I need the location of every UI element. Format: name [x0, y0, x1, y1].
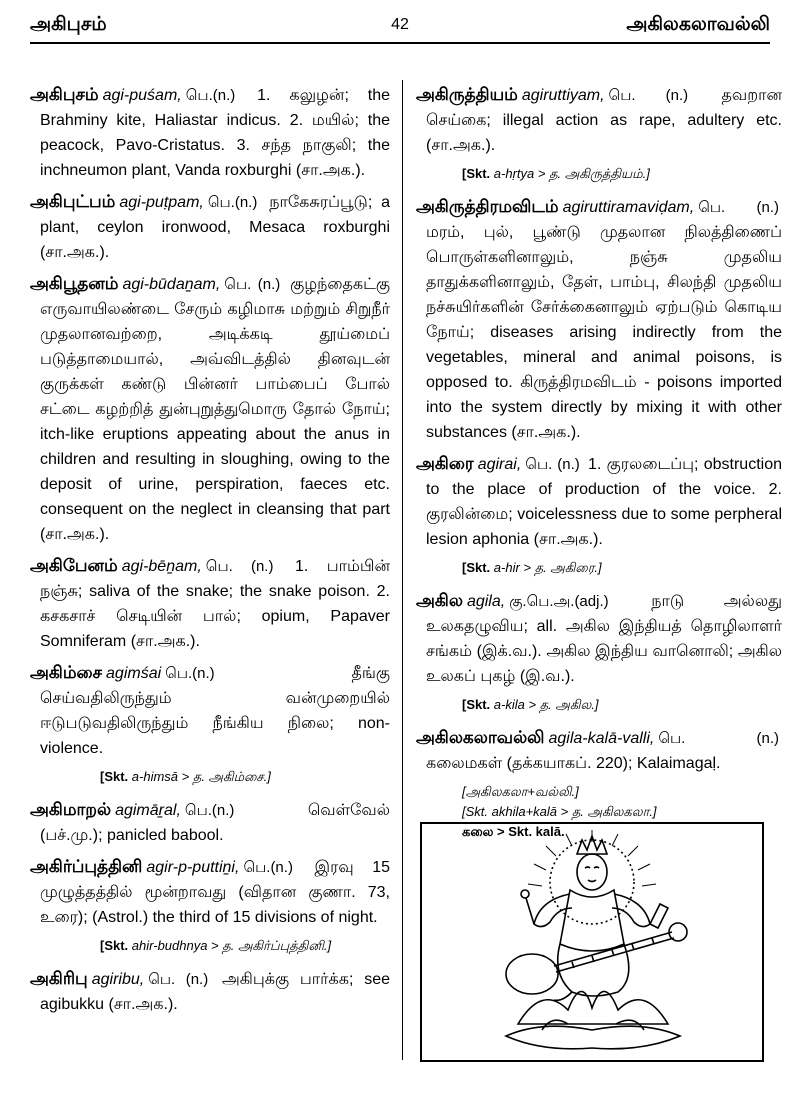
- dictionary-entry: [416, 194, 782, 445]
- dictionary-entry: [416, 725, 782, 776]
- grammar-label: பெ. (n.): [658, 730, 779, 747]
- etymology: [416, 558, 782, 578]
- header-left-guideword: அகிபுசம்: [30, 14, 107, 35]
- transliteration: agir-p-puttiṉi,: [146, 859, 240, 876]
- page-number: 42: [391, 16, 409, 33]
- saraswati-illustration-icon: [420, 822, 764, 1062]
- headword: அகில: [416, 591, 463, 610]
- transliteration: agila-kalā-valli,: [548, 730, 655, 747]
- transliteration: agi-puśam,: [102, 87, 182, 104]
- etymology-line: கலை > Skt. kalā.: [462, 824, 565, 839]
- definition: தீங்கு செய்வதிலிருந்தும் வன்முறையில் ஈடுபடுவதிலிருந்தும் நீங்கிய நிலை; non-violence.: [40, 665, 390, 757]
- definition: 1. குரலடைப்பு; obstruction to the place of production of the voice. 2. குரலின்மை; voicelessness due to some perpheral lesion aphonia (சா.அக.).: [426, 456, 782, 548]
- grammar-label: பெ.(n.): [243, 859, 293, 876]
- headword: அகிம்சை: [30, 663, 103, 682]
- transliteration: agimāṟal,: [115, 802, 181, 819]
- dictionary-entry: [416, 588, 782, 689]
- definition: நாடு அல்லது உலகதழுவிய; all. அகில இந்தியத் தொழிலாளர் சங்கம் (இக்.வ.). அகில இந்திய வானொலி; அகில உலகப் புகழ் (இ.வ.).: [426, 593, 782, 685]
- etymology: [416, 164, 782, 184]
- etymology-skt: [Skt.: [462, 560, 491, 575]
- transliteration: agiruttiyam,: [521, 87, 605, 104]
- dictionary-entry: [416, 451, 782, 552]
- etymology-line: [அகிலகலா+வல்லி.]: [462, 784, 579, 799]
- headword: அகிபேனம்: [30, 556, 118, 575]
- etymology-text: ahir-budhnya > த. அகிர்ப்புத்தினி.]: [131, 938, 332, 953]
- headword: அகிரிபு: [30, 969, 88, 988]
- etymology-skt: [Skt.: [100, 769, 129, 784]
- definition: குழந்தைகட்கு எருவாயிலண்டை சேரும் கழிமாசு மற்றும் சிறுநீர் முதலானவற்றை, அடிக்கடி தூய்மைப் படுத்தாமையால், அவ்விடத்தில் தினவுடன் குருக்கள் கண்டு பின்னர் பாம்பைப் போல் சட்டை கழற்றித் துன்புறுத்துமொரு தோல் நோய்; itch-like eruptions appeating about the anus in children and resulting in sloughing, owing to the deposit of urine, perspiration, faeces etc. consequent on the neglect in cleansing that part (சா.அக.).: [40, 276, 390, 543]
- definition: மரம், புல், பூண்டு முதலான நிலத்திணைப் பொருள்களினாலும், நஞ்சு முதலிய தாதுக்களினாலும், தேள், பாம்பு, சிலந்தி முதலிய நச்சுயிர்களின் சேர்க்கைனாலும் ஏற்படும் கொடிய நோய்; diseases arising indirectly from the vegetables, mineral and animal poisons, is opposed to. கிருத்திரமவிடம் - poisons imported into the system directly by mixing it with other substances (சா.அக.).: [426, 224, 782, 441]
- definition: 1. கலுழன்; the Brahminy kite, Haliastar indicus. 2. மயில்; the peacock, Pavo-Cristatus. 3. சந்த நாகுலி; the inchneumon plant, Vanda roxburghi (சா.அக.).: [40, 87, 390, 179]
- headword: அகிருத்திரமவிடம்: [416, 197, 559, 216]
- left-column: [30, 82, 390, 1023]
- etymology: [416, 695, 782, 715]
- transliteration: agila,: [466, 593, 506, 610]
- definition: தவறான செய்கை; illegal action as rape, adultery etc. (சா.அக.).: [426, 87, 782, 154]
- headword: அகிரை: [416, 454, 474, 473]
- grammar-label: பெ.(n.): [165, 665, 215, 682]
- grammar-label: கு.பெ.அ.(adj.): [509, 593, 609, 610]
- dictionary-entry: [30, 189, 390, 265]
- definition: கலைமகள் (தக்கயாகப். 220); Kalaimagaḷ.: [426, 755, 721, 772]
- headword: அகிர்ப்புத்தினி: [30, 857, 143, 876]
- transliteration: agi-puṭpam,: [119, 194, 204, 211]
- etymology-skt: [Skt.: [462, 166, 491, 181]
- grammar-label: பெ.(n.): [184, 802, 235, 819]
- dictionary-entry: [30, 854, 390, 930]
- transliteration: agi-būdaṉam,: [122, 276, 221, 293]
- etymology: [30, 767, 390, 787]
- grammar-label: பெ.(n.): [185, 87, 236, 104]
- definition: வெள்வேல் (பச்.மு.); panicled babool.: [40, 802, 390, 844]
- transliteration: agiruttiramaviḍam,: [562, 199, 695, 216]
- grammar-label: பெ. (n.): [698, 199, 779, 216]
- column-divider: [402, 80, 403, 1060]
- dictionary-entry: [30, 553, 390, 654]
- header-right-guideword: அகிலகலாவல்லி: [626, 14, 770, 35]
- headword: அகிபுட்பம்: [30, 192, 116, 211]
- page-header: [30, 10, 770, 40]
- definition: இரவு 15 முழுத்தத்தில் மூன்றாவது (விதான குணா. 73, உரை); (Astrol.) the third of 15 divisions of night.: [40, 859, 390, 926]
- etymology-line: [Skt. akhila+kalā > த. அகிலகலா.]: [462, 804, 657, 819]
- dictionary-entry: [30, 660, 390, 761]
- dictionary-entry: [30, 82, 390, 183]
- grammar-label: பெ. (n.): [148, 971, 209, 988]
- definition: அகிபுக்கு பார்க்க; see agibukku (சா.அக.).: [40, 971, 390, 1013]
- header-rule: [30, 42, 770, 44]
- transliteration: agirai,: [477, 456, 522, 473]
- etymology-text: a-hir > த. அகிரை.]: [493, 560, 602, 575]
- grammar-label: பெ. (n.): [224, 276, 281, 293]
- definition: நாகேசுரப்பூடு; a plant, ceylon ironwood, Mesaca roxburghi (சா.அக.).: [40, 194, 390, 261]
- headword: அகிலகலாவல்லி: [416, 728, 545, 747]
- etymology-skt: [Skt.: [100, 938, 129, 953]
- transliteration: agiribu,: [91, 971, 145, 988]
- transliteration: agi-bēṉam,: [121, 558, 202, 575]
- headword: அகிபுசம்: [30, 85, 99, 104]
- etymology-text: a-hṛtya > த. அகிருத்தியம்.]: [493, 166, 650, 181]
- grammar-label: பெ. (n.): [608, 87, 689, 104]
- etymology-skt: [Skt.: [462, 697, 491, 712]
- transliteration: agimśai: [106, 665, 162, 682]
- headword: அகிருத்தியம்: [416, 85, 518, 104]
- grammar-label: பெ. (n.): [525, 456, 580, 473]
- etymology-text: a-himsā > த. அகிம்சை.]: [131, 769, 271, 784]
- dictionary-entry: [30, 797, 390, 848]
- headword: அகிபூதனம்: [30, 274, 119, 293]
- grammar-label: பெ.(n.): [207, 194, 258, 211]
- dictionary-entry: [30, 271, 390, 547]
- etymology: [30, 936, 390, 956]
- headword: அகிமாறல்: [30, 800, 112, 819]
- right-column: [416, 82, 782, 852]
- dictionary-entry: [30, 966, 390, 1017]
- grammar-label: பெ. (n.): [205, 558, 274, 575]
- dictionary-entry: [416, 82, 782, 158]
- definition: 1. பாம்பின் நஞ்சு; saliva of the snake; the snake poison. 2. கசகசாச் செடியின் பால்; opium, Papaver Somniferam (சா.அக.).: [40, 558, 390, 650]
- etymology-text: a-kila > த. அகில.]: [493, 697, 599, 712]
